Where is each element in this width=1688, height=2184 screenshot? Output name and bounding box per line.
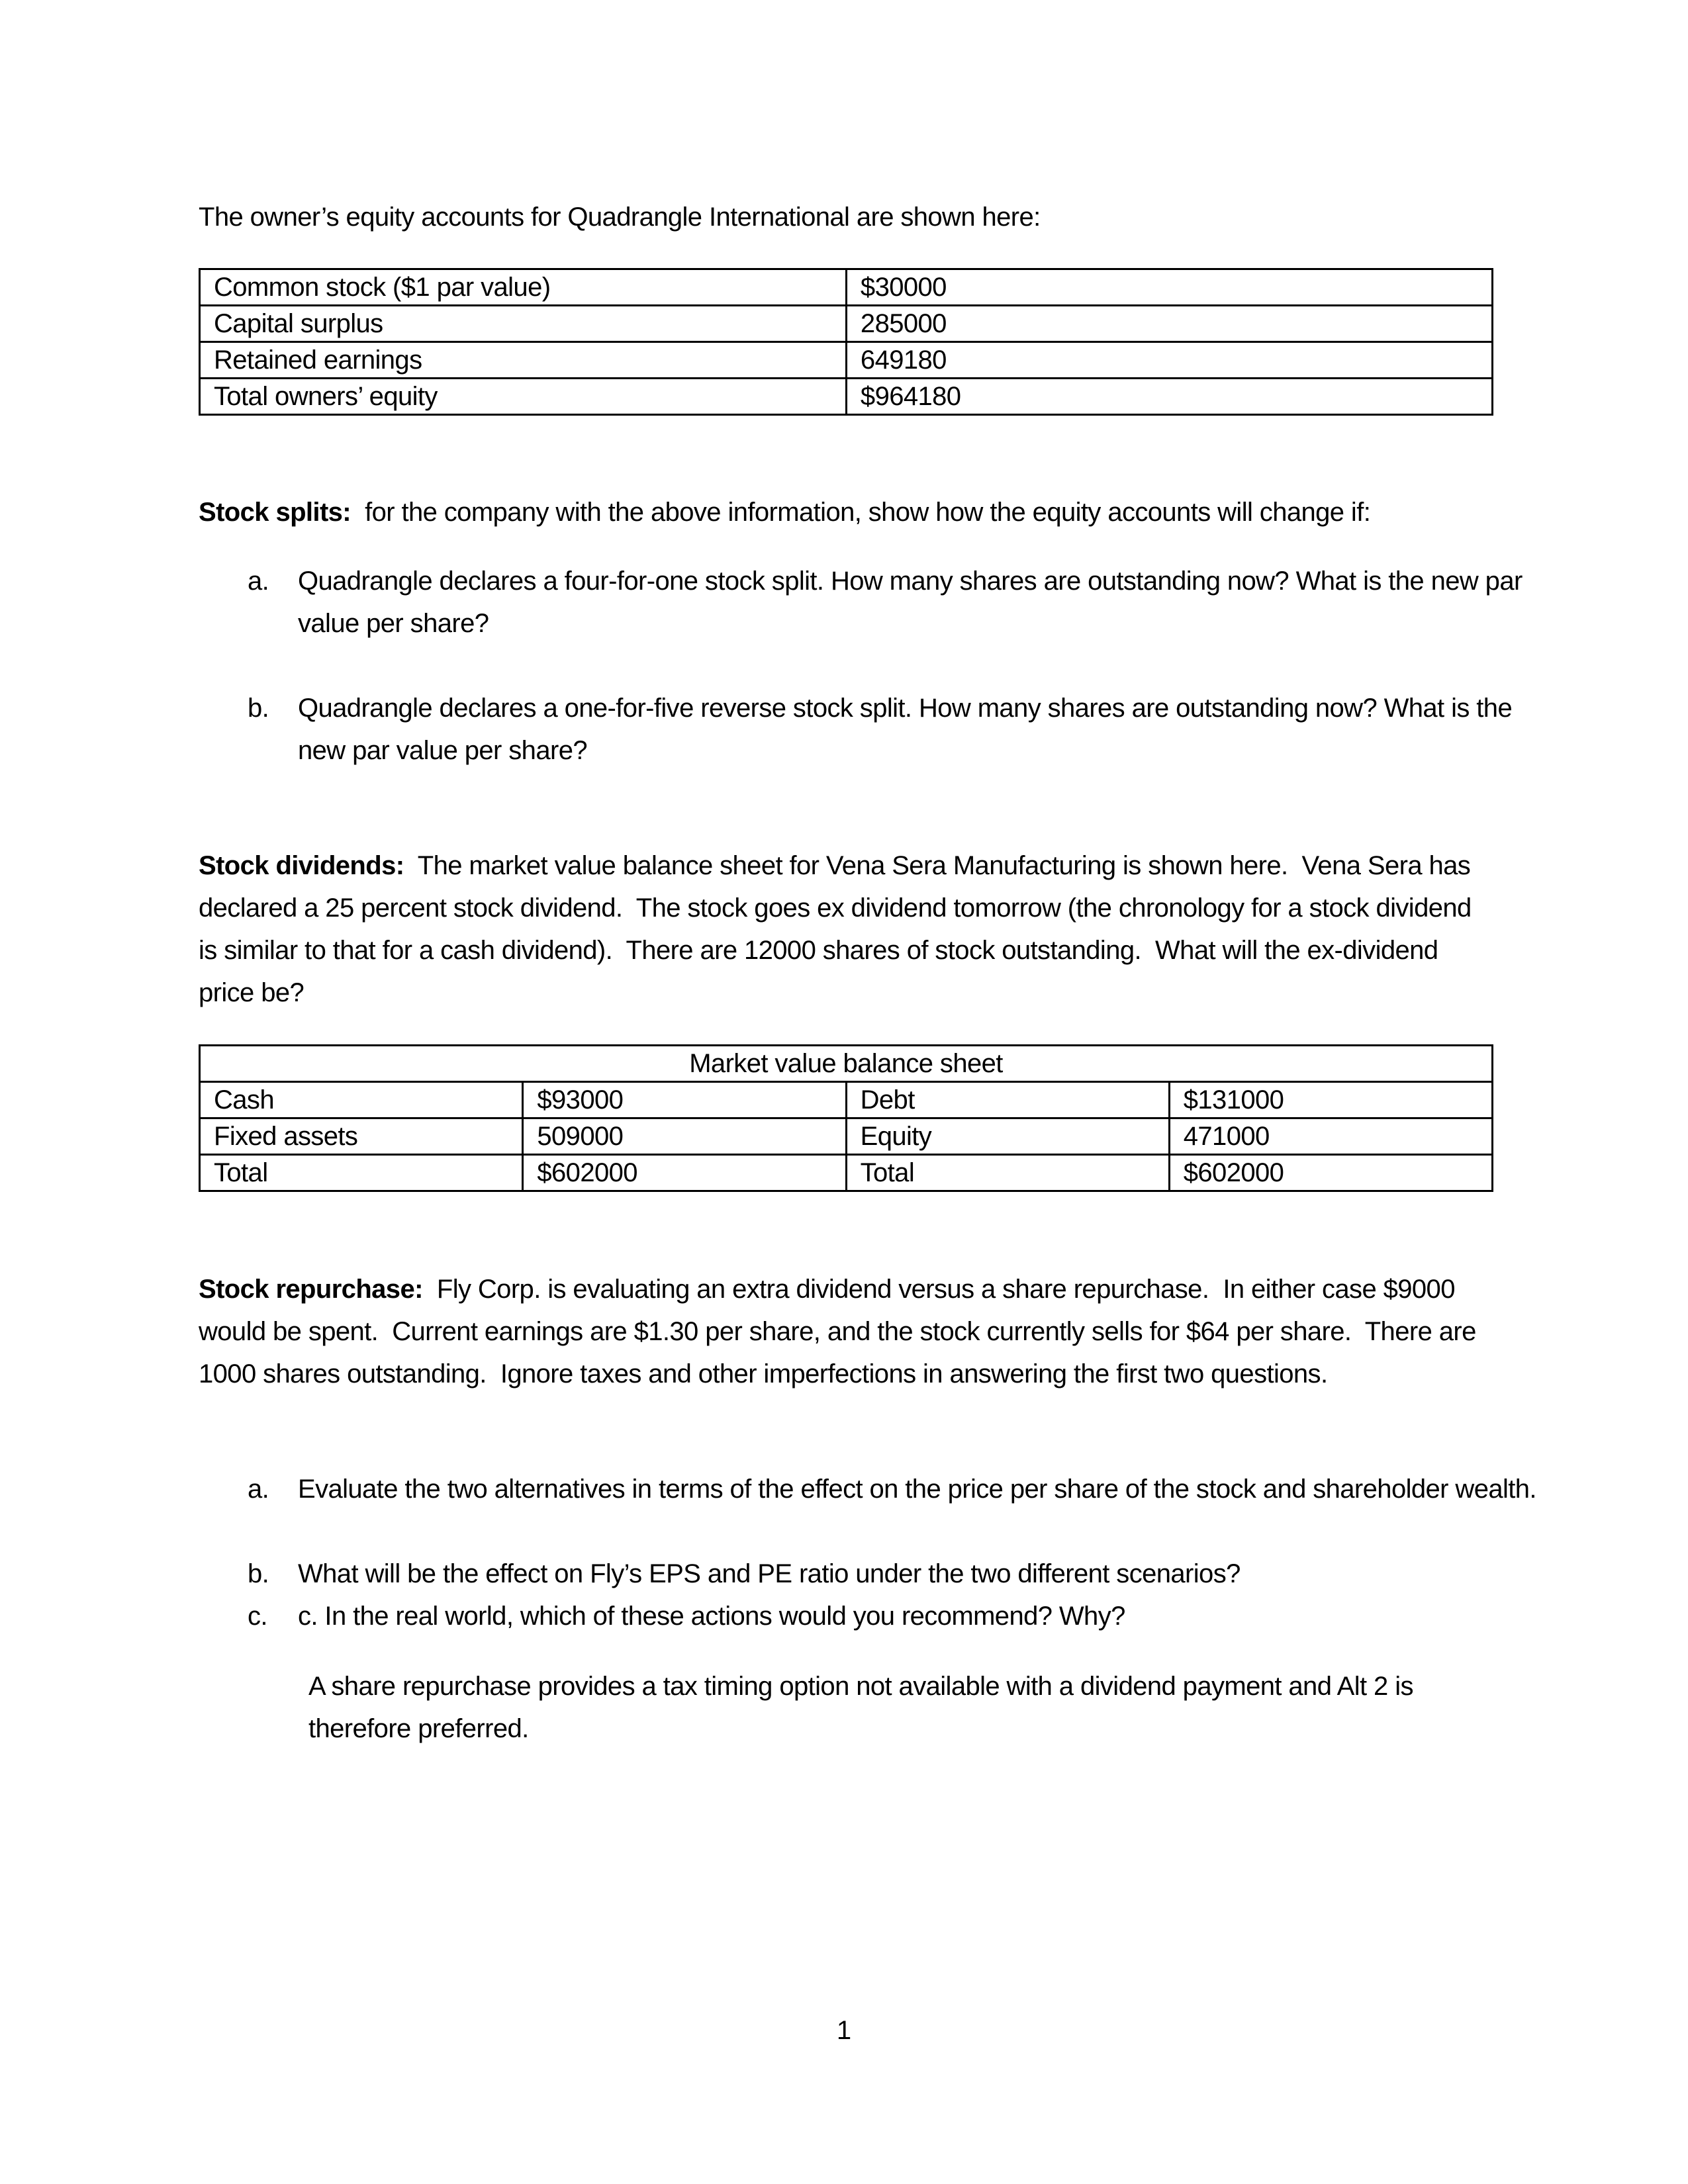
stock-dividends-text: The market value balance sheet for Vena Sera Manufacturing is shown here. Vena Sera has declared a 25 percent stock dividend. The stock goes ex dividend tomorrow (the chronology for a stock dividend is similar to that for a cash dividend). There are 12000 shares of stock outstanding. What will the ex-dividend price be? [199, 851, 1479, 1007]
asset-label: Total [200, 1155, 523, 1191]
equity-label: Common stock ($1 par value) [200, 269, 847, 306]
list-text: What will be the effect on Fly’s EPS and PE ratio under the two different scenarios? [298, 1559, 1241, 1588]
stock-dividends-heading: Stock dividends: [199, 851, 404, 880]
equity-label: Retained earnings [200, 342, 847, 379]
stock-splits-heading: Stock splits: [199, 498, 352, 527]
stock-splits-text: for the company with the above information, show how the equity accounts will change if: [351, 498, 1371, 527]
equity-value: $30000 [846, 269, 1492, 306]
list-marker: a. [248, 567, 269, 596]
equity-value: 285000 [846, 306, 1492, 342]
liability-value: $602000 [1169, 1155, 1492, 1191]
equity-label: Capital surplus [200, 306, 847, 342]
balance-sheet-title: Market value balance sheet [200, 1046, 1493, 1082]
list-text: Quadrangle declares a four-for-one stock split. How many shares are outstanding now? What is the new par value per share? [298, 567, 1523, 638]
table-header-row [200, 1046, 1493, 1082]
table-row [200, 1155, 1493, 1191]
liability-value: 471000 [1169, 1118, 1492, 1155]
equity-label: Total owners’ equity [200, 379, 847, 415]
equity-value: $964180 [846, 379, 1492, 415]
stock-dividends-paragraph [199, 844, 1496, 1014]
stock-repurchase-heading: Stock repurchase: [199, 1275, 423, 1304]
stock-repurchase-paragraph [199, 1268, 1496, 1395]
table-row [200, 306, 1493, 342]
asset-label: Fixed assets [200, 1118, 523, 1155]
list-text: Quadrangle declares a one-for-five reverse stock split. How many shares are outstanding now? What is the new par value per share? [298, 694, 1513, 765]
stock-splits-paragraph [199, 491, 1496, 533]
list-text: c. In the real world, which of these actions would you recommend? Why? [298, 1602, 1125, 1631]
list-marker: b. [248, 1559, 269, 1588]
liability-label: Equity [846, 1118, 1169, 1155]
table-row [200, 1118, 1493, 1155]
table-row [200, 1082, 1493, 1118]
list-marker: b. [248, 694, 269, 723]
list-marker: a. [248, 1475, 269, 1504]
asset-value: 509000 [523, 1118, 846, 1155]
page-number: 1 [836, 2016, 852, 2045]
asset-value: $602000 [523, 1155, 846, 1191]
list-text: Evaluate the two alternatives in terms of the effect on the price per share of the stock and shareholder wealth. [298, 1475, 1536, 1504]
intro-text: The owner’s equity accounts for Quadrangle International are shown here: [199, 203, 1041, 232]
table-row [200, 269, 1493, 306]
market-value-balance-sheet [199, 1044, 1493, 1192]
stock-repurchase-text: Fly Corp. is evaluating an extra dividend versus a share repurchase. In either case $9000 would be spent. Current earnings are $1.30 per share, and the stock currently sells for $64 per share. There are 1000 shares outstanding. Ignore taxes and other imperfections in answering the first two questions. [199, 1275, 1483, 1388]
liability-value: $131000 [1169, 1082, 1492, 1118]
table-row [200, 379, 1493, 415]
table-row [200, 342, 1493, 379]
liability-label: Total [846, 1155, 1169, 1191]
answer-text: A share repurchase provides a tax timing option not available with a dividend payment and Alt 2 is therefore preferred. [308, 1672, 1413, 1743]
asset-label: Cash [200, 1082, 523, 1118]
liability-label: Debt [846, 1082, 1169, 1118]
asset-value: $93000 [523, 1082, 846, 1118]
list-marker: c. [248, 1602, 267, 1631]
equity-value: 649180 [846, 342, 1492, 379]
equity-accounts-table [199, 268, 1493, 416]
